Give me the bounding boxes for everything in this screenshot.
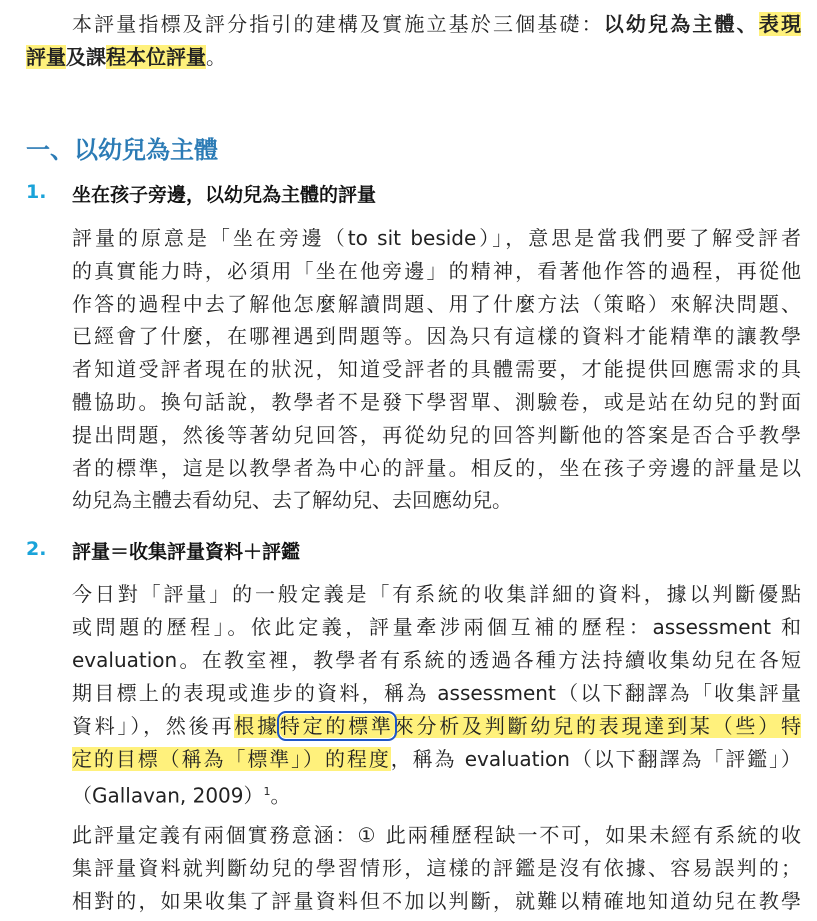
text-line (72, 10, 801, 38)
item-title: 評量＝收集評量資料＋評鑑 (72, 541, 301, 563)
text-line (72, 854, 801, 882)
text-line (72, 454, 801, 482)
text-segment: 。 (206, 45, 226, 69)
text-segment: 集評量資料就判斷幼兒的學習情形，這樣的評鑑是沒有依據、容易誤判的； (72, 856, 801, 880)
text-segment: 。 (270, 783, 291, 808)
text-line (72, 388, 801, 416)
text-segment: 本評量指標及評分指引的建構及實施立基於三個基礎： (72, 12, 604, 36)
text-line (72, 290, 801, 318)
highlighted-text: 定的目標（稱為「標準」）的程度 (72, 747, 391, 771)
text-segment: 此評量定義有兩個實務意涵：① 此兩種歷程缺一不可，如果未經有系統的收 (72, 823, 801, 847)
text-line (72, 778, 801, 810)
text-segment: 1 (263, 785, 271, 798)
text-segment: ，稱為 evaluation（以下翻譯為「評鑑」） (390, 747, 801, 771)
item-number: 1. (26, 181, 47, 203)
text-segment: 評量的原意是「坐在旁邊（to sit beside）」，意思是當我們要了解受評者 (72, 226, 801, 250)
text-line (72, 679, 801, 707)
text-segment: 資料」），然後再 (72, 714, 235, 738)
text-segment: 相對的，如果收集了評量資料但不加以判斷，就難以精確地知道幼兒在教學 (72, 889, 801, 913)
item-number: 2. (26, 538, 47, 560)
text-segment: 期目標上的表現或進步的資料，稱為 assessment（以下翻譯為「收集評量 (72, 681, 801, 705)
text-segment: 已經會了什麼，在哪裡遇到問題等。因為只有這樣的資料才能精準的讓教學 (72, 324, 801, 349)
text-segment: 作答的過程中去了解他怎麼解讀問題、用了什麼方法（策略）來解決問題、 (72, 291, 801, 316)
highlighted-text: 來分析及判斷幼兒的表現達到某（些）特 (393, 714, 801, 738)
text-line (72, 486, 801, 514)
highlighted-text: 評量 (26, 45, 66, 69)
text-segment: 今日對「評量」的一般定義是「有系統的收集詳細的資料，據以判斷優點 (72, 582, 801, 606)
text-line (72, 580, 801, 608)
text-line (72, 646, 801, 674)
text-line (72, 712, 801, 740)
circled-annotation: 特定的標準 (279, 714, 394, 738)
section-heading: 一、以幼兒為主體 (26, 136, 218, 164)
text-segment: 幼兒為主體去看幼兒、去了解幼兒、去回應幼兒。 (72, 488, 512, 513)
text-segment: 者的標準，這是以教學者為中心的評量。相反的，坐在孩子旁邊的評量是以 (72, 455, 801, 480)
highlighted-text: 表現 (758, 12, 801, 36)
text-segment: 以幼兒為主體、 (603, 12, 759, 36)
text-segment: 體協助。換句話說，教學者不是發下學習單、測驗卷，或是站在幼兒的對面 (72, 390, 801, 414)
text-line (72, 421, 801, 449)
text-line (72, 887, 801, 915)
text-segment: （Gallavan, 2009） (72, 783, 264, 808)
text-line (72, 224, 801, 252)
text-segment: 提出問題，然後等著幼兒回答，再從幼兒的回答判斷他的答案是否合乎教學 (72, 422, 801, 447)
text-segment: evaluation。在教室裡，教學者有系統的透過各種方法持續收集幼兒在各短 (72, 648, 801, 672)
text-line (26, 43, 801, 71)
text-segment: 或問題的歷程」。依此定義，評量牽涉兩個互補的歷程：assessment 和 (72, 615, 801, 639)
text-segment: 的真實能力時，必須用「坐在他旁邊」的精神，看著他作答的過程，再從他 (72, 258, 801, 283)
text-line (72, 613, 801, 641)
text-segment: 及課 (66, 45, 106, 69)
text-line (72, 821, 801, 849)
text-line (72, 355, 801, 383)
item-title: 坐在孩子旁邊，以幼兒為主體的評量 (72, 184, 377, 206)
text-line (72, 257, 801, 285)
highlighted-text: 根據 (234, 714, 280, 738)
highlighted-text: 程本位評量 (106, 45, 206, 69)
text-segment: 者知道受評者現在的狀況，知道受評者的具體需要，才能提供回應需求的具 (72, 357, 801, 382)
text-line (72, 745, 801, 773)
text-line (72, 322, 801, 350)
